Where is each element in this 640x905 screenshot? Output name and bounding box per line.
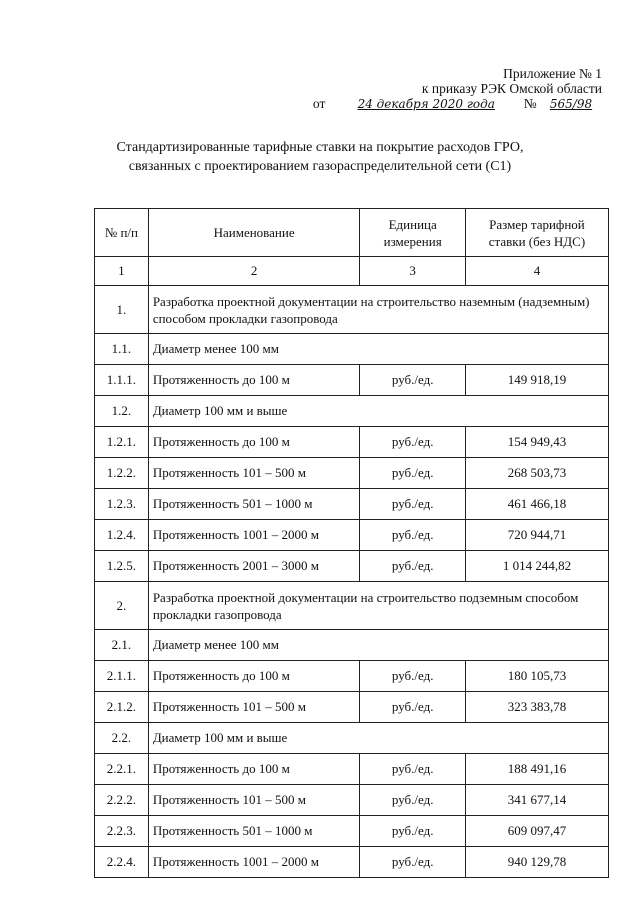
row-name: Протяженность 1001 – 2000 м <box>148 520 360 551</box>
subsection-row <box>95 723 609 754</box>
table-row <box>95 816 609 847</box>
title-line-2: связанных с проектированием газораспределительной сети (С1) <box>128 159 512 174</box>
row-name: Протяженность 1001 – 2000 м <box>148 847 360 878</box>
row-rate: 720 944,71 <box>465 520 608 551</box>
from-label: от <box>312 96 326 111</box>
row-name: Диаметр 100 мм и выше <box>148 396 608 427</box>
handwritten-number: 565/98 <box>549 97 593 111</box>
row-number: 2.2.3. <box>95 816 149 847</box>
row-name: Протяженность 2001 – 3000 м <box>148 551 360 582</box>
row-name: Протяженность до 100 м <box>148 365 360 396</box>
row-unit: руб./ед. <box>360 520 466 551</box>
row-rate: 940 129,78 <box>465 847 608 878</box>
subsection-row <box>95 630 609 661</box>
table-row <box>95 785 609 816</box>
row-number: 2.1. <box>95 630 149 661</box>
row-name: Разработка проектной документации на строительство подземным способом прокладки газопровода <box>148 582 608 630</box>
document-title <box>0 138 640 176</box>
row-unit: руб./ед. <box>360 551 466 582</box>
row-name: Протяженность 101 – 500 м <box>148 458 360 489</box>
tariff-table <box>94 208 609 878</box>
order-reference: к приказу РЭК Омской области <box>421 81 602 96</box>
table-row <box>95 427 609 458</box>
table-row <box>95 551 609 582</box>
row-number: 1.2.4. <box>95 520 149 551</box>
col-header-name: Наименование <box>148 209 360 257</box>
order-date-line <box>313 95 602 113</box>
row-rate: 323 383,78 <box>465 692 608 723</box>
row-name: Протяженность до 100 м <box>148 427 360 458</box>
row-number: 2.1.1. <box>95 661 149 692</box>
row-rate: 341 677,14 <box>465 785 608 816</box>
title-line-1: Стандартизированные тарифные ставки на покрытие расходов ГРО, <box>116 140 524 155</box>
row-unit: руб./ед. <box>360 785 466 816</box>
row-rate: 1 014 244,82 <box>465 551 608 582</box>
row-number: 2.2.1. <box>95 754 149 785</box>
row-rate: 149 918,19 <box>465 365 608 396</box>
row-number: 1.1.1. <box>95 365 149 396</box>
table-row <box>95 458 609 489</box>
number-sign: № <box>523 96 537 111</box>
table-row <box>95 365 609 396</box>
row-rate: 461 466,18 <box>465 489 608 520</box>
section-row <box>95 286 609 334</box>
section-row <box>95 582 609 630</box>
row-name: Диаметр менее 100 мм <box>148 630 608 661</box>
row-number: 1.2.2. <box>95 458 149 489</box>
header-row <box>95 209 609 257</box>
row-name: Протяженность 501 – 1000 м <box>148 816 360 847</box>
row-name: Диаметр 100 мм и выше <box>148 723 608 754</box>
row-name: Разработка проектной документации на строительство наземным (надземным) способом прокладки газопровода <box>148 286 608 334</box>
row-number: 1.2.1. <box>95 427 149 458</box>
col-header-unit: Единица измерения <box>360 209 466 257</box>
row-number: 2.2. <box>95 723 149 754</box>
row-rate: 609 097,47 <box>465 816 608 847</box>
row-name: Диаметр менее 100 мм <box>148 334 608 365</box>
row-number: 2.2.4. <box>95 847 149 878</box>
row-unit: руб./ед. <box>360 427 466 458</box>
row-name: Протяженность до 100 м <box>148 754 360 785</box>
row-number: 1.2.5. <box>95 551 149 582</box>
row-rate: 180 105,73 <box>465 661 608 692</box>
row-number: 1.2. <box>95 396 149 427</box>
row-unit: руб./ед. <box>360 661 466 692</box>
table-row <box>95 692 609 723</box>
row-number: 2.1.2. <box>95 692 149 723</box>
row-unit: руб./ед. <box>360 754 466 785</box>
row-name: Протяженность 101 – 500 м <box>148 692 360 723</box>
row-rate: 268 503,73 <box>465 458 608 489</box>
column-number: 3 <box>360 257 466 286</box>
row-number: 1. <box>95 286 149 334</box>
handwritten-date: 24 декабря 2020 года <box>357 97 495 111</box>
row-name: Протяженность 501 – 1000 м <box>148 489 360 520</box>
subsection-row <box>95 396 609 427</box>
row-number: 2.2.2. <box>95 785 149 816</box>
table-row <box>95 754 609 785</box>
appendix-label: Приложение № 1 <box>503 66 602 81</box>
row-unit: руб./ед. <box>360 816 466 847</box>
col-header-number: № п/п <box>95 209 149 257</box>
col-header-rate: Размер тарифной ставки (без НДС) <box>465 209 608 257</box>
table-row <box>95 661 609 692</box>
table-row <box>95 520 609 551</box>
row-rate: 154 949,43 <box>465 427 608 458</box>
row-number: 2. <box>95 582 149 630</box>
column-number-row <box>95 257 609 286</box>
subsection-row <box>95 334 609 365</box>
column-number: 4 <box>465 257 608 286</box>
table-row <box>95 489 609 520</box>
row-unit: руб./ед. <box>360 365 466 396</box>
row-rate: 188 491,16 <box>465 754 608 785</box>
row-unit: руб./ед. <box>360 489 466 520</box>
column-number: 2 <box>148 257 360 286</box>
row-number: 1.1. <box>95 334 149 365</box>
row-name: Протяженность до 100 м <box>148 661 360 692</box>
table-body <box>95 286 609 878</box>
row-name: Протяженность 101 – 500 м <box>148 785 360 816</box>
row-unit: руб./ед. <box>360 692 466 723</box>
column-number: 1 <box>95 257 149 286</box>
row-unit: руб./ед. <box>360 847 466 878</box>
row-unit: руб./ед. <box>360 458 466 489</box>
table-row <box>95 847 609 878</box>
row-number: 1.2.3. <box>95 489 149 520</box>
